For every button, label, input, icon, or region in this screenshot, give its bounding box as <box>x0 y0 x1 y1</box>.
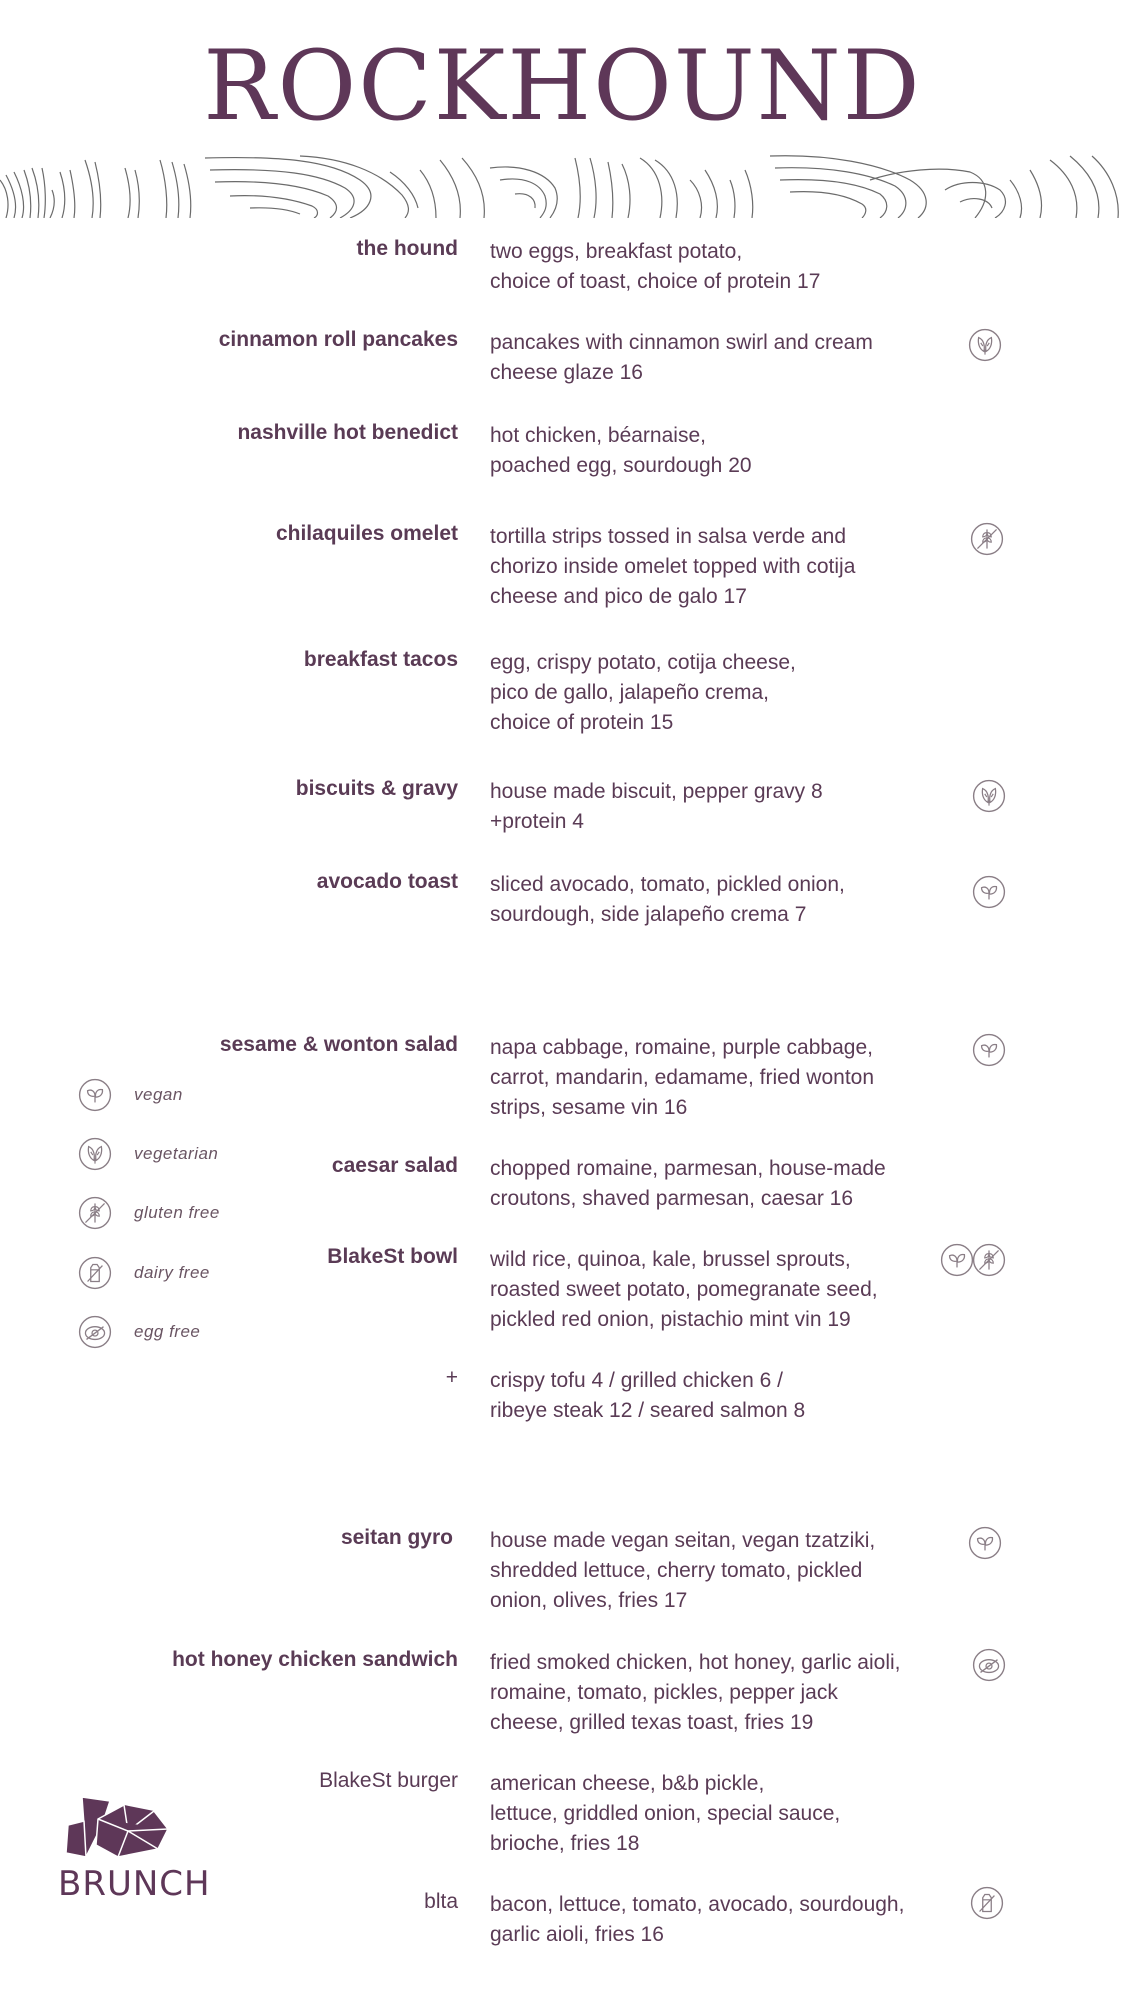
item-description: tortilla strips tossed in salsa verde and chorizo inside omelet topped with cotija cheese and pico de galo 17 <box>490 525 856 608</box>
dairy-free-icon <box>78 1256 112 1290</box>
vegan-icon <box>940 1243 974 1277</box>
gluten-free-icon <box>970 522 1004 556</box>
egg-free-icon <box>972 1648 1006 1682</box>
item-name: BlakeSt burger <box>319 1769 458 1792</box>
section-label: BRUNCH <box>58 1864 211 1904</box>
gluten-free-icon <box>972 1243 1006 1277</box>
legend-label: dairy free <box>134 1263 210 1282</box>
item-description: house made biscuit, pepper gravy 8 +protein 4 <box>490 780 823 833</box>
item-description: pancakes with cinnamon swirl and cream cheese glaze 16 <box>490 331 873 384</box>
vegan-icon <box>968 1526 1002 1560</box>
crystal-logo-icon <box>58 1795 188 1861</box>
item-name: blta <box>424 1890 458 1913</box>
item-description: napa cabbage, romaine, purple cabbage, carrot, mandarin, edamame, fried wonton strips, sesame vin 16 <box>490 1036 875 1119</box>
legend-item <box>78 1315 201 1349</box>
restaurant-title: ROCKHOUND <box>203 30 922 142</box>
item-description: bacon, lettuce, tomato, avocado, sourdough, garlic aioli, fries 16 <box>490 1893 905 1946</box>
item-name: nashville hot benedict <box>237 421 458 444</box>
vegan-icon <box>78 1078 112 1112</box>
item-description: crispy tofu 4 / grilled chicken 6 / ribeye steak 12 / seared salmon 8 <box>490 1369 806 1422</box>
item-description: house made vegan seitan, vegan tzatziki, shredded lettuce, cherry tomato, pickled onion, olives, fries 17 <box>490 1529 876 1612</box>
item-name: cinnamon roll pancakes <box>218 328 458 351</box>
vegetarian-icon <box>78 1137 112 1171</box>
vegan-icon <box>972 1033 1006 1067</box>
item-description: egg, crispy potato, cotija cheese, pico de gallo, jalapeño crema, choice of protein 15 <box>490 651 796 734</box>
legend-label: egg free <box>134 1322 201 1341</box>
item-description: two eggs, breakfast potato, choice of toast, choice of protein 17 <box>490 240 821 293</box>
gluten-free-icon <box>78 1196 112 1230</box>
item-name: caesar salad <box>331 1154 458 1177</box>
item-description: sliced avocado, tomato, pickled onion, sourdough, side jalapeño crema 7 <box>490 873 845 926</box>
legend-item <box>78 1256 210 1290</box>
legend-item <box>78 1137 219 1171</box>
legend-item <box>78 1078 183 1112</box>
item-name: BlakeSt bowl <box>327 1245 458 1268</box>
item-name: chilaquiles omelet <box>275 522 458 545</box>
dairy-free-icon <box>970 1886 1004 1920</box>
item-description: fried smoked chicken, hot honey, garlic aioli, romaine, tomato, pickles, pepper jack cheese, grilled texas toast, fries 19 <box>490 1651 901 1734</box>
vegan-icon <box>972 875 1006 909</box>
item-description: chopped romaine, parmesan, house-made croutons, shaved parmesan, caesar 16 <box>490 1157 886 1210</box>
vegetarian-icon <box>968 328 1002 362</box>
item-name: biscuits & gravy <box>295 777 458 800</box>
item-name: sesame & wonton salad <box>219 1033 458 1056</box>
egg-free-icon <box>78 1315 112 1349</box>
item-description: hot chicken, béarnaise, poached egg, sourdough 20 <box>490 424 752 477</box>
item-description: american cheese, b&b pickle, lettuce, griddled onion, special sauce, brioche, fries 18 <box>490 1772 841 1855</box>
legend-label: vegan <box>134 1085 183 1104</box>
item-description: wild rice, quinoa, kale, brussel sprouts, roasted sweet potato, pomegranate seed, pickled red onion, pistachio mint vin 19 <box>490 1248 878 1331</box>
legend-label: vegetarian <box>134 1144 219 1163</box>
legend-label: gluten free <box>134 1203 220 1222</box>
vegetarian-icon <box>972 779 1006 813</box>
item-name: hot honey chicken sandwich <box>172 1648 458 1671</box>
item-name: breakfast tacos <box>303 648 458 671</box>
legend-item <box>78 1196 220 1230</box>
item-name: the hound <box>356 237 458 260</box>
item-name: avocado toast <box>316 870 458 893</box>
topographic-border <box>0 150 1125 218</box>
item-name: + <box>445 1366 458 1389</box>
item-name: seitan gyro <box>340 1526 453 1549</box>
